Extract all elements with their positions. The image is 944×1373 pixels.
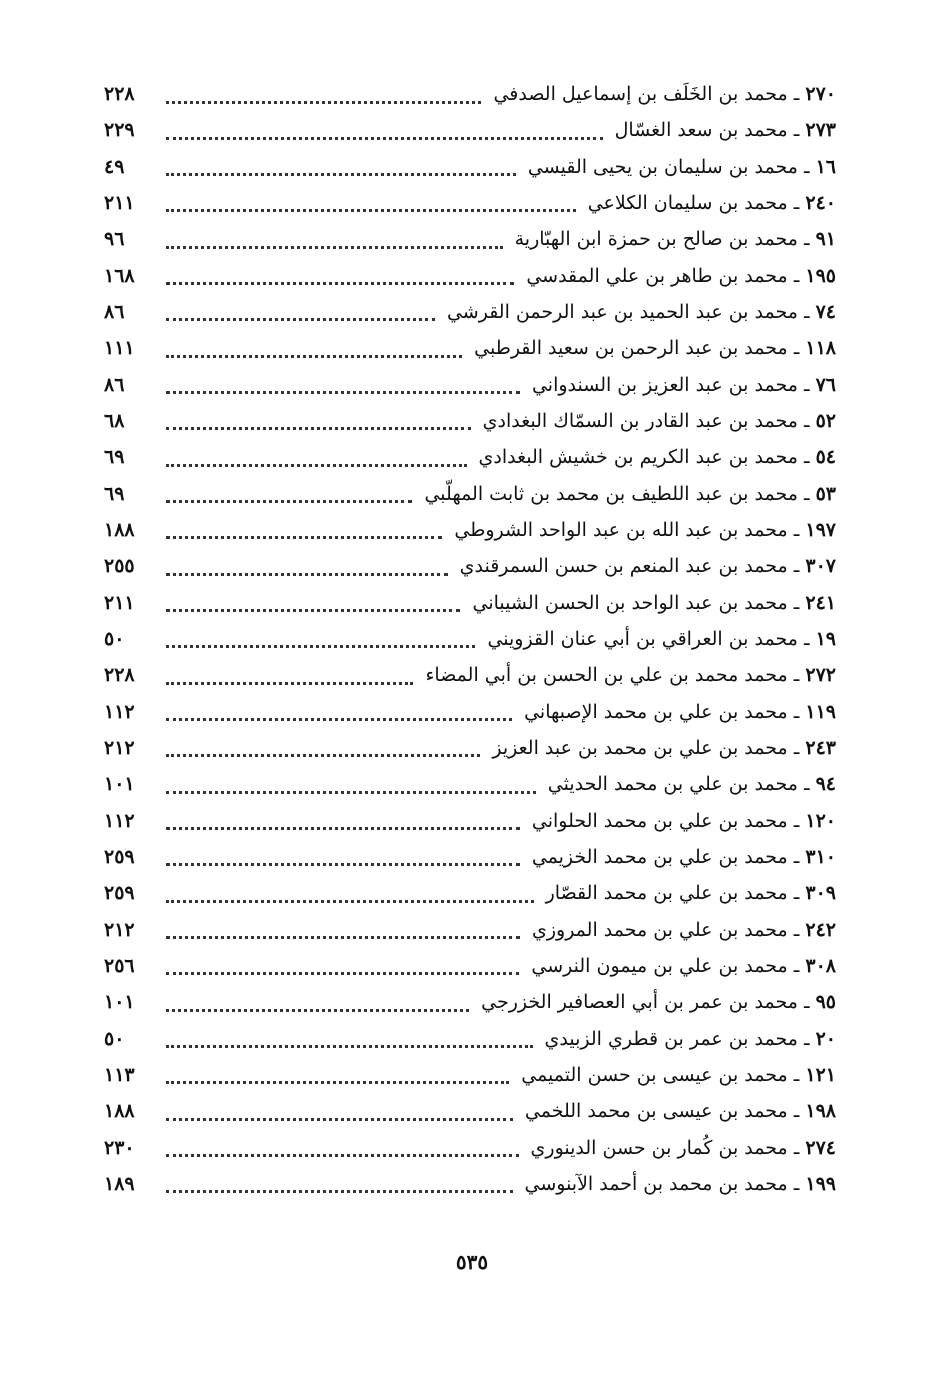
entry-separator: ـ [793,591,800,614]
index-entry [96,912,836,948]
entry-page-number: ٢١١ [104,591,135,614]
entry-page-number: ١١٢ [104,700,135,723]
dot-leader [166,1182,513,1193]
entry-name: محمد بن عبد الله بن عبد الواحد الشروطي [454,518,788,541]
index-entry [96,1057,836,1093]
entry-name: محمد بن عمر بن أبي العصافير الخزرجي [481,991,798,1014]
entry-name: محمد بن علي بن محمد الإصبهاني [524,700,788,723]
entry-page-number: ٥٠ [104,627,125,650]
entry-text [487,628,836,650]
entry-name: محمد بن علي بن محمد القصّار [545,882,788,905]
entry-page-number: ٥٠ [104,1027,125,1050]
entry-separator: ـ [793,809,800,832]
entry-name: محمد بن علي بن محمد بن عبد العزيز [492,736,788,759]
index-list [96,76,836,1216]
index-entry [96,185,836,221]
dot-leader [166,783,536,794]
entry-separator: ـ [803,991,810,1014]
entry-page-number: ١٨٨ [104,1100,135,1123]
entry-page-number: ٢١٢ [104,918,135,941]
entry-separator: ـ [793,1100,800,1123]
entry-name: محمد بن عبد العزيز بن السندواني [531,373,798,396]
entry-page-number: ١٦٨ [104,264,135,287]
entry-name: محمد بن سليمان بن يحيى القيسي [527,155,798,178]
dot-leader [166,565,448,576]
dot-leader [166,746,480,757]
entry-separator: ـ [803,773,810,796]
index-entry [96,803,836,839]
entry-name: محمد بن كُمار بن حسن الدينوري [530,1136,788,1159]
entry-number: ٢٤٣ [805,736,836,759]
entry-name: محمد بن محمد بن أحمد الآبنوسي [524,1172,788,1195]
index-entry [96,330,836,366]
entry-name: محمد بن طاهر بن علي المقدسي [526,264,788,287]
entry-text [454,519,836,541]
index-entry [96,948,836,984]
dot-leader [166,892,534,903]
entry-name: محمد بن عبد الواحد بن الحسن الشيباني [472,591,788,614]
entry-number: ٢٤٠ [805,191,836,214]
index-entry [96,1093,836,1129]
index-entry [96,839,836,875]
entry-number: ٧٦ [815,373,836,396]
entry-text [525,1173,837,1195]
entry-text [524,701,836,723]
entry-number: ٩٥ [815,991,836,1014]
entry-number: ٢٤١ [805,591,836,614]
entry-page-number: ٤٩ [104,155,125,178]
entry-separator: ـ [803,1027,810,1050]
entry-page-number: ٢١٢ [104,736,135,759]
index-entry [96,657,836,693]
entry-text [425,664,836,686]
entry-name: محمد بن علي بن محمد الحديثي [547,773,798,796]
entry-separator: ـ [803,409,810,432]
entry-page-number: ١٠١ [104,991,135,1014]
entry-text [615,119,836,141]
entry-number: ١٢١ [805,1063,836,1086]
index-entry [96,476,836,512]
dot-leader [166,964,519,975]
entry-page-number: ٢٥٩ [104,845,135,868]
entry-name: محمد بن عمر بن قطري الزبيدي [544,1027,798,1050]
entry-name: محمد بن عبد الحميد بن عبد الرحمن القرشي [446,300,798,323]
entry-number: ٥٣ [815,482,836,505]
entry-text [546,882,836,904]
entry-name: محمد بن عبد القادر بن السمّاك البغدادي [482,409,798,432]
entry-number: ١٢٠ [805,809,836,832]
entry-page-number: ٩٦ [104,228,125,251]
entry-name: محمد بن علي بن ميمون النرسي [531,954,788,977]
entry-page-number: ١٠١ [104,773,135,796]
entry-text [545,1028,836,1050]
entry-text [447,301,836,323]
entry-number: ٥٤ [815,446,836,469]
index-entry [96,76,836,112]
entry-page-number: ٢٢٩ [104,119,135,142]
entry-name: محمد بن عبد المنعم بن حسن السمرقندي [459,555,788,578]
entry-number: ٣٠٩ [805,882,836,905]
dot-leader [166,238,503,249]
entry-separator: ـ [793,845,800,868]
dot-leader [166,419,471,430]
entry-page-number: ٦٩ [104,446,125,469]
entry-text [481,991,836,1013]
index-entry [96,621,836,657]
entry-text [528,156,836,178]
entry-separator: ـ [793,119,800,142]
entry-number: ٣١٠ [805,845,836,868]
index-entry [96,984,836,1020]
dot-leader [166,1037,533,1048]
entry-text [424,483,836,505]
dot-leader [166,819,520,830]
entry-name: محمد بن علي بن محمد الحلواني [531,809,788,832]
entry-name: محمد بن العراقي بن أبي عنان القزويني [487,627,798,650]
entry-separator: ـ [793,736,800,759]
dot-leader [166,93,481,104]
index-entry [96,1130,836,1166]
entry-page-number: ١٨٨ [104,518,135,541]
entry-name: محمد بن سعد الغسّال [614,119,788,142]
entry-separator: ـ [803,627,810,650]
index-entry [96,367,836,403]
entry-text [521,1064,836,1086]
dot-leader [166,674,413,685]
entry-separator: ـ [793,1063,800,1086]
entry-separator: ـ [803,446,810,469]
index-entry [96,403,836,439]
entry-separator: ـ [793,664,800,687]
dot-leader [166,129,603,140]
entry-number: ١١٩ [805,700,836,723]
entry-number: ٢٧٤ [805,1136,836,1159]
dot-leader [166,1073,509,1084]
index-entry [96,548,836,584]
entry-number: ١٩٥ [805,264,836,287]
entry-separator: ـ [793,518,800,541]
entry-name: محمد بن عيسى بن محمد اللخمي [524,1100,788,1123]
entry-page-number: ٢١١ [104,191,135,214]
entry-text [548,773,836,795]
entry-separator: ـ [793,700,800,723]
entry-text [532,374,836,396]
entry-number: ٧٤ [815,300,836,323]
entry-page-number: ١١٢ [104,809,135,832]
dot-leader [166,165,516,176]
dot-leader [166,1001,469,1012]
entry-number: ٢٤٢ [805,918,836,941]
entry-separator: ـ [793,918,800,941]
entry-number: ١٦ [815,155,836,178]
dot-leader [166,492,412,503]
entry-page-number: ٢٥٩ [104,882,135,905]
entry-number: ١١٨ [805,337,836,360]
entry-name: محمد بن علي بن محمد المروزي [531,918,788,941]
entry-number: ١٩ [815,627,836,650]
dot-leader [166,456,467,467]
entry-number: ٢٠ [815,1027,836,1050]
dot-leader [166,383,520,394]
dot-leader [166,310,435,321]
entry-name: محمد بن عبد الرحمن بن سعيد القرطبي [474,337,788,360]
entry-text [515,228,836,250]
entry-text [460,555,836,577]
entry-page-number: ٢٥٥ [104,555,135,578]
dot-leader [166,528,442,539]
entry-number: ٣٠٧ [805,555,836,578]
index-entry [96,1021,836,1057]
index-entry [96,1166,836,1202]
entry-number: ١٩٩ [805,1172,836,1195]
entry-text [532,919,836,941]
entry-page-number: ١٨٩ [104,1172,135,1195]
entry-text [532,846,836,868]
entry-text [493,83,836,105]
entry-separator: ـ [803,482,810,505]
entry-number: ٢٧٢ [805,664,836,687]
entry-number: ٩١ [815,228,836,251]
index-entry [96,730,836,766]
entry-separator: ـ [803,300,810,323]
index-entry [96,221,836,257]
entry-page-number: ٨٦ [104,373,125,396]
dot-leader [166,347,462,358]
entry-name: محمد بن علي بن محمد الخزيمي [531,845,788,868]
entry-text [492,737,836,759]
entry-number: ٢٧٣ [805,119,836,142]
dot-leader [166,855,520,866]
entry-separator: ـ [793,954,800,977]
entry-name: محمد بن صالح بن حمزة ابن الهبّارية [514,228,798,251]
index-entry [96,585,836,621]
entry-text [526,265,836,287]
entry-page-number: ١١٣ [104,1063,135,1086]
entry-separator: ـ [803,373,810,396]
entry-text [479,446,836,468]
page-number: ٥٣٥ [455,1250,489,1274]
index-entry [96,112,836,148]
entry-page-number: ٢٥٦ [104,954,135,977]
entry-page-number: ٦٩ [104,482,125,505]
entry-number: ١٩٨ [805,1100,836,1123]
entry-page-number: ٢٢٨ [104,83,135,105]
dot-leader [166,601,460,612]
index-entry [96,766,836,802]
dot-leader [166,1146,519,1157]
dot-leader [166,274,514,285]
entry-text [474,337,836,359]
entry-text [483,410,836,432]
entry-separator: ـ [793,882,800,905]
entry-page-number: ٢٢٨ [104,664,135,687]
entry-separator: ـ [793,1136,800,1159]
entry-page-number: ٢٣٠ [104,1136,135,1159]
entry-separator: ـ [793,83,800,105]
entry-name: محمد بن عيسى بن حسن التميمي [521,1063,788,1086]
entry-text [588,192,836,214]
index-entry [96,149,836,185]
index-entry [96,439,836,475]
entry-separator: ـ [793,337,800,360]
entry-name: محمد محمد بن علي بن الحسن بن أبي المضاء [425,664,788,687]
index-entry [96,294,836,330]
entry-name: محمد بن عبد الكريم بن خشيش البغدادي [478,446,798,469]
index-entry [96,694,836,730]
entry-text [525,1100,836,1122]
entry-name: محمد بن عبد اللطيف بن محمد بن ثابت المهلّبي [424,482,798,505]
entry-page-number: ١١١ [104,337,135,360]
dot-leader [166,1110,513,1121]
entry-number: ٣٠٨ [805,954,836,977]
entry-text [532,810,836,832]
index-entry [96,875,836,911]
dot-leader [166,201,576,212]
entry-separator: ـ [803,155,810,178]
entry-separator: ـ [793,1172,800,1195]
index-entry [96,512,836,548]
dot-leader [166,637,475,648]
entry-text [531,1137,836,1159]
index-entry [96,258,836,294]
entry-separator: ـ [793,264,800,287]
entry-text [531,955,836,977]
dot-leader [166,710,512,721]
entry-number: ١٩٧ [805,518,836,541]
entry-separator: ـ [803,228,810,251]
entry-number: ٢٧٠ [805,83,836,105]
entry-name: محمد بن الخَلَف بن إسماعيل الصدفي [493,83,788,105]
entry-number: ٥٢ [815,409,836,432]
entry-page-number: ٦٨ [104,409,125,432]
entry-page-number: ٨٦ [104,300,125,323]
entry-text [472,592,836,614]
entry-separator: ـ [793,555,800,578]
entry-separator: ـ [793,191,800,214]
entry-name: محمد بن سليمان الكلاعي [587,191,788,214]
dot-leader [166,928,520,939]
entry-number: ٩٤ [815,773,836,796]
